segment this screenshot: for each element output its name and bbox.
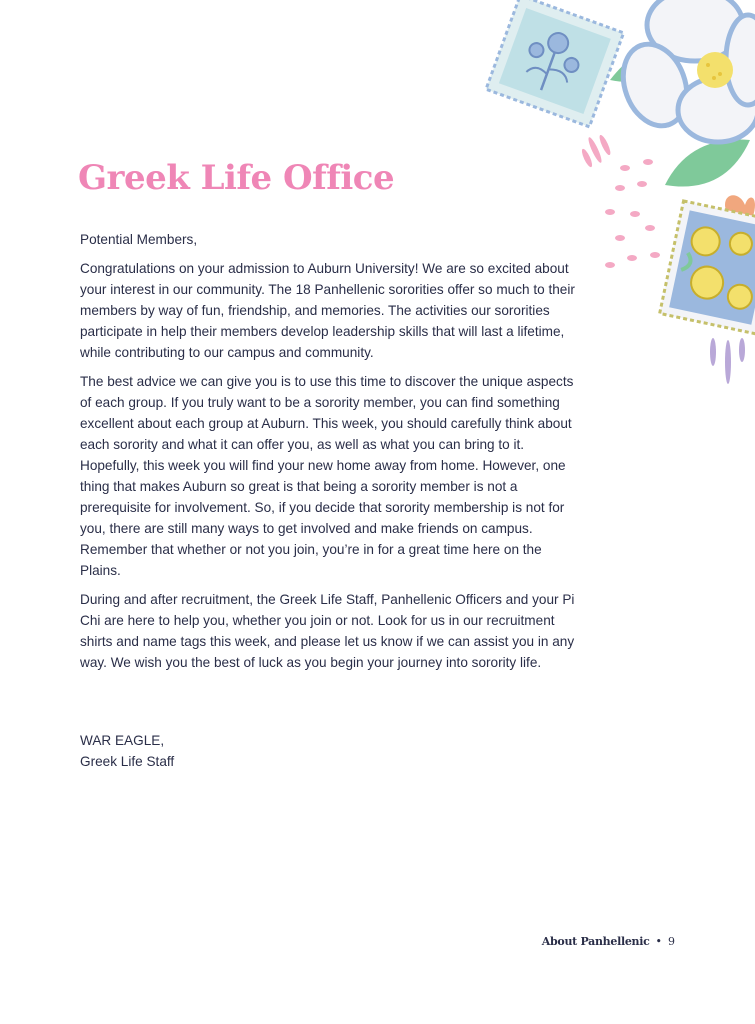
salutation: Potential Members, [80,232,198,247]
page-number: 9 [668,935,675,948]
petal-dots-icon [580,134,660,268]
footer-section-name: About Panhellenic [541,935,650,948]
magnolia-flower-icon [612,0,755,142]
letter-body [80,229,580,681]
postage-stamp-lemon-icon [660,201,755,334]
leaf-icon [665,140,750,187]
postage-stamp-flower-icon [486,0,624,127]
closing-signature [80,730,174,772]
lavender-streaks-icon [710,338,745,384]
page-footer [520,935,675,948]
paragraph: The best advice we can give you is to use this time to discover the unique aspects of each group. If you truly want to be a sorority member, you can find something excellent about each group at Auburn. This week, you should carefully think about each sorority and what it can offer you, as well as what you can bring to it. Hopefully, this week you will find your new home away from home. However, one thing that makes Auburn so great is that being a sorority member is not a prerequisite for involvement. So, if you decide that sorority membership is not for you, there are still many ways to get involved and make friends on campus. Remember that whether or not you join, you’re in for a great time here on the Plains. [80,374,574,578]
footer-separator: • [655,935,662,948]
paragraph: During and after recruitment, the Greek Life Staff, Panhellenic Officers and your Pi Chi are here to help you, whether you join or not. Look for us in our recruitment shirts and name tags this week, and please let us know if we can assist you in any way. We wish you the best of luck as you begin your journey into sorority life. [80,592,575,670]
page-title: Greek Life Office [78,158,395,198]
paragraph: Congratulations on your admission to Auburn University! We are so excited about your interest in our community. The 18 Panhellenic sororities offer so much to their members by way of fun, friendship, and memories. The activities our sororities participate in help their members develop leadership skills that will last a lifetime, while contributing to our campus and community. [80,261,575,360]
closing-line: WAR EAGLE, [80,733,165,748]
signature-line: Greek Life Staff [80,754,175,769]
